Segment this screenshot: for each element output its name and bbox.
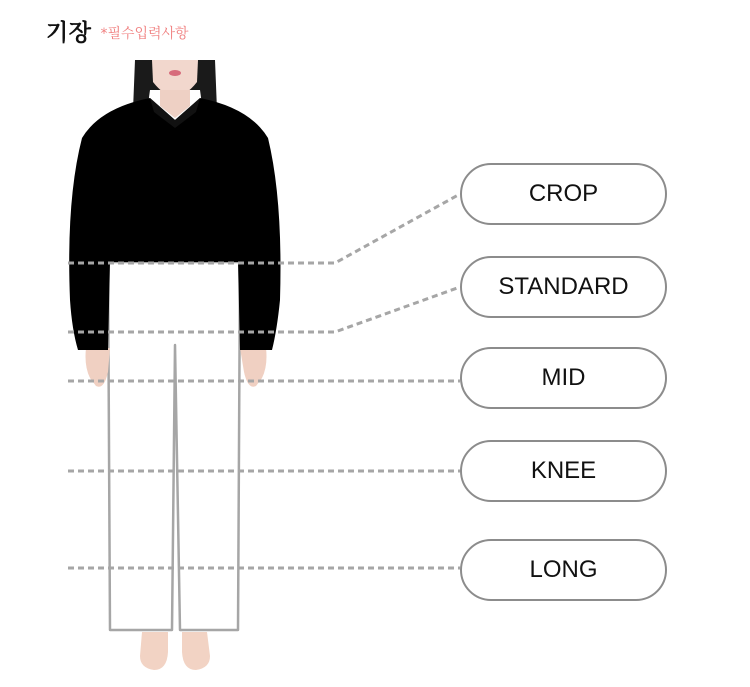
length-option-knee[interactable]: KNEE <box>460 440 667 502</box>
required-note: *필수입력사항 <box>100 26 189 42</box>
length-option-long[interactable]: LONG <box>460 539 667 601</box>
guide-line-standard <box>68 287 460 332</box>
length-option-mid[interactable]: MID <box>460 347 667 409</box>
section-title: 기장 <box>46 20 92 46</box>
length-option-standard[interactable]: STANDARD <box>460 256 667 318</box>
length-option-crop[interactable]: CROP <box>460 163 667 225</box>
guide-line-crop <box>68 194 460 263</box>
